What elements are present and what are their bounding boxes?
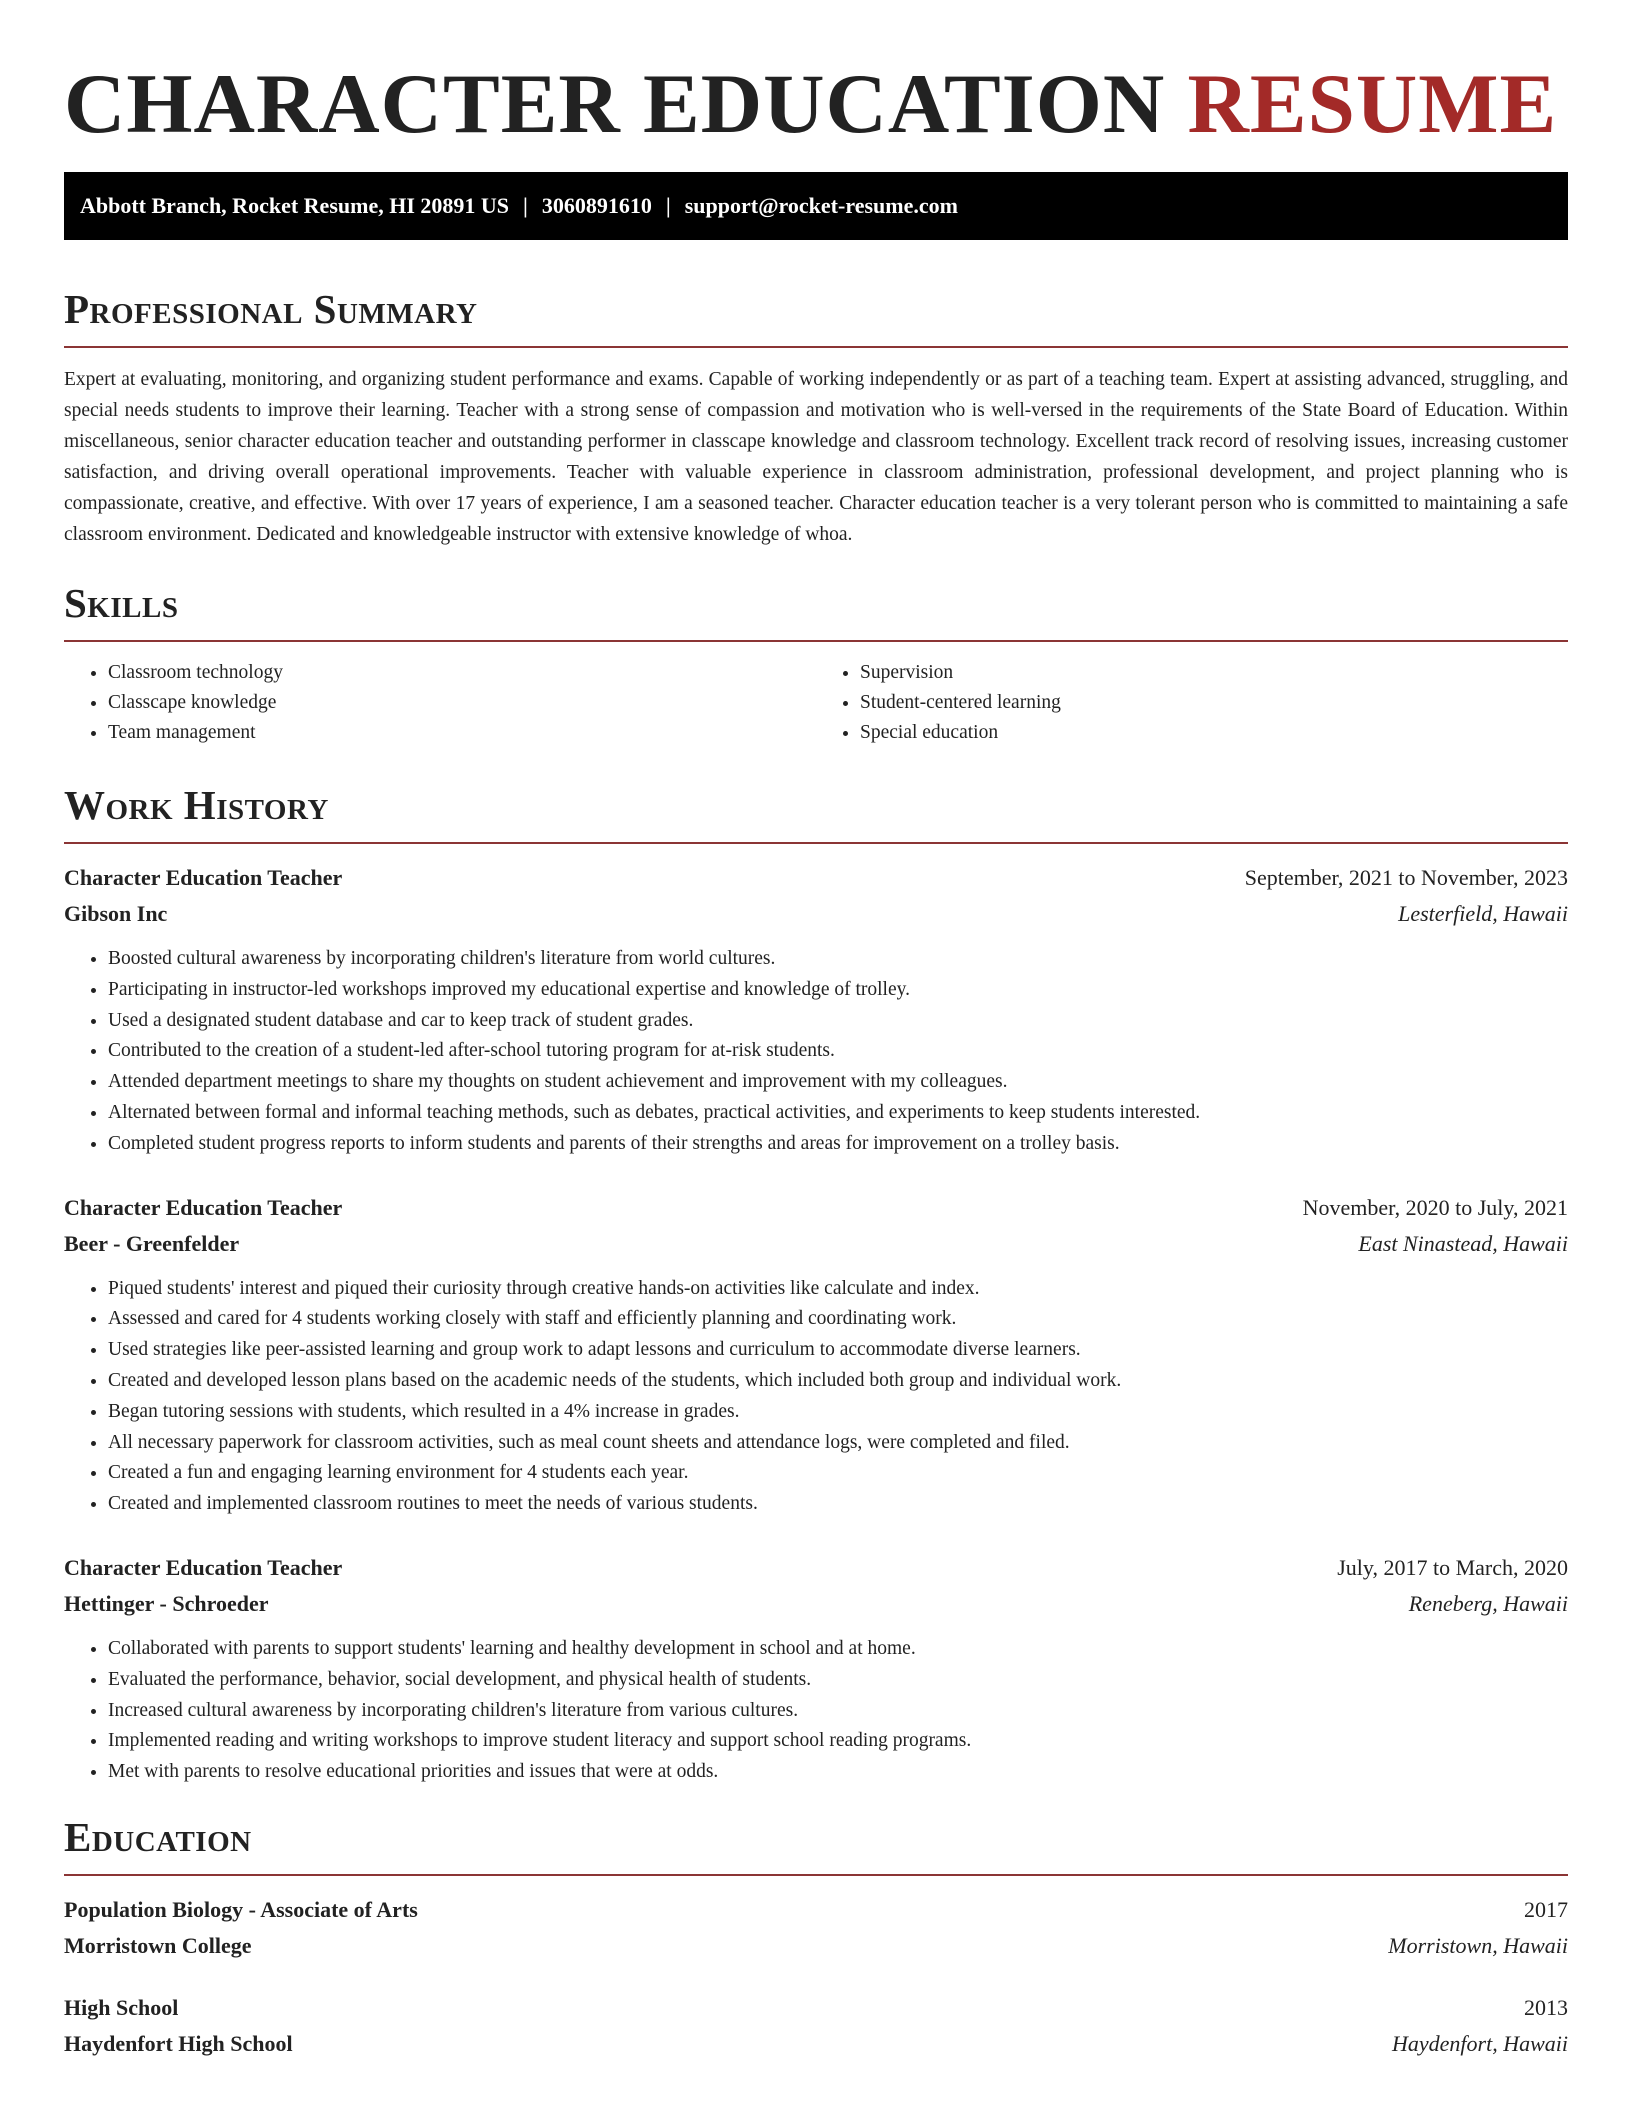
skills-list-left bbox=[64, 658, 816, 748]
section-divider bbox=[64, 346, 1568, 348]
education-degree-row bbox=[64, 1892, 1568, 1928]
job-title-row bbox=[64, 1190, 1568, 1226]
job-entry bbox=[64, 1550, 1568, 1788]
job-bullet: • Completed student progress reports to inform students and parents of their strengths and areas for improvement on a trolley basis. bbox=[108, 1129, 1568, 1160]
skill-item: • Student-centered learning bbox=[860, 688, 1568, 718]
job-title: Character Education Teacher bbox=[64, 1194, 343, 1220]
education-school-row bbox=[64, 2026, 1568, 2062]
job-company: Hettinger - Schroeder bbox=[64, 1590, 269, 1616]
job-company-row bbox=[64, 1586, 1568, 1622]
job-location: Reneberg, Hawaii bbox=[1408, 1590, 1568, 1616]
summary-text: Expert at evaluating, monitoring, and organizing student performance and exams. Capable of working independently or as part of a teaching team. Expert at assisting advanced, struggling, and special needs students to improve their learning. Teacher with a strong sense of compassion and motivation who is well-versed in the requirements of the State Board of Education. Within miscellaneous, senior character education teacher and outstanding performer in classcape knowledge and classroom technology. Excellent track record of resolving issues, increasing customer satisfaction, and driving overall operational improvements. Teacher with valuable experience in classroom administration, professional development, and project planning who is compassionate, creative, and effective. With over 17 years of experience, I am a seasoned teacher. Character education teacher is a very tolerant person who is committed to maintaining a safe classroom environment. Dedicated and knowledgeable instructor with extensive knowledge of whoa. bbox=[64, 369, 1568, 545]
skill-item: • Special education bbox=[860, 718, 1568, 748]
job-bullet: • Met with parents to resolve educational priorities and issues that were at odds. bbox=[108, 1757, 1568, 1788]
job-bullet: • Used strategies like peer-assisted learning and group work to adapt lessons and curriculum to accommodate diverse learners. bbox=[108, 1335, 1568, 1366]
job-bullet: • Attended department meetings to share my thoughts on student achievement and improvement with my colleagues. bbox=[108, 1067, 1568, 1098]
education-location: Haydenfort, Hawaii bbox=[1392, 2030, 1568, 2056]
job-bullet: • Assessed and cared for 4 students working closely with staff and efficiently planning and coordinating work. bbox=[108, 1304, 1568, 1335]
job-company: Beer - Greenfelder bbox=[64, 1230, 240, 1256]
education-entry bbox=[64, 1990, 1568, 2062]
job-title: Character Education Teacher bbox=[64, 865, 343, 890]
contact-bar bbox=[64, 172, 1568, 240]
job-bullet: • Increased cultural awareness by incorporating children's literature from various cultures. bbox=[108, 1696, 1568, 1727]
job-company: Gibson Inc bbox=[64, 901, 168, 926]
job-bullets bbox=[64, 1634, 1568, 1788]
work-history-heading: Work History bbox=[64, 782, 329, 828]
job-dates: November, 2020 to July, 2021 bbox=[1302, 1194, 1568, 1220]
job-bullet: • Implemented reading and writing workshops to improve student literacy and support school reading programs. bbox=[108, 1726, 1568, 1757]
job-title: Character Education Teacher bbox=[64, 1554, 343, 1580]
contact-email[interactable]: support@rocket-resume.com bbox=[684, 193, 958, 218]
section-divider bbox=[64, 1874, 1568, 1876]
summary-section bbox=[64, 284, 1568, 550]
education-degree: High School bbox=[64, 1994, 179, 2020]
job-bullets bbox=[64, 944, 1568, 1160]
job-bullet: • Created and implemented classroom routines to meet the needs of various students. bbox=[108, 1489, 1568, 1520]
education-school: Morristown College bbox=[64, 1932, 252, 1958]
education-degree-row bbox=[64, 1990, 1568, 2026]
job-bullet: • Used a designated student database and car to keep track of student grades. bbox=[108, 1006, 1568, 1037]
job-location: East Ninastead, Hawaii bbox=[1358, 1230, 1568, 1256]
job-bullet: • Piqued students' interest and piqued their curiosity through creative hands-on activities like calculate and index. bbox=[108, 1274, 1568, 1305]
job-bullets bbox=[64, 1274, 1568, 1520]
job-entry bbox=[64, 860, 1568, 1160]
job-bullet: • Created and developed lesson plans based on the academic needs of the students, which included both group and individual work. bbox=[108, 1366, 1568, 1397]
education-year: 2017 bbox=[1524, 1896, 1568, 1922]
education-school: Haydenfort High School bbox=[64, 2030, 293, 2056]
job-bullet: • Began tutoring sessions with students, which resulted in a 4% increase in grades. bbox=[108, 1397, 1568, 1428]
work-history-section bbox=[64, 780, 1568, 1788]
section-divider bbox=[64, 640, 1568, 642]
job-dates: September, 2021 to November, 2023 bbox=[1244, 865, 1568, 890]
education-year: 2013 bbox=[1524, 1994, 1568, 2020]
job-location: Lesterfield, Hawaii bbox=[1398, 901, 1568, 926]
education-heading: Education bbox=[64, 1813, 252, 1860]
skill-item: • Classroom technology bbox=[108, 658, 816, 688]
title-main: CHARACTER EDUCATION bbox=[64, 57, 1166, 151]
skill-item: • Team management bbox=[108, 718, 816, 748]
education-section bbox=[64, 1812, 1568, 2062]
education-location: Morristown, Hawaii bbox=[1388, 1932, 1568, 1958]
job-title-row bbox=[64, 860, 1568, 896]
job-bullet: • Collaborated with parents to support students' learning and healthy development in school and at home. bbox=[108, 1634, 1568, 1665]
section-divider bbox=[64, 842, 1568, 844]
job-company-row bbox=[64, 1226, 1568, 1262]
job-bullet: • Contributed to the creation of a student-led after-school tutoring program for at-risk students. bbox=[108, 1036, 1568, 1067]
skills-list-right bbox=[816, 658, 1568, 748]
job-bullet: • All necessary paperwork for classroom activities, such as meal count sheets and attendance logs, were completed and filed. bbox=[108, 1428, 1568, 1459]
skills-columns bbox=[64, 658, 1568, 748]
education-entry bbox=[64, 1892, 1568, 1964]
job-entry bbox=[64, 1190, 1568, 1520]
job-title-row bbox=[64, 1550, 1568, 1586]
education-degree: Population Biology - Associate of Arts bbox=[64, 1896, 418, 1922]
skills-heading: Skills bbox=[64, 580, 179, 626]
skills-section bbox=[64, 578, 1568, 748]
job-bullet: • Alternated between formal and informal teaching methods, such as debates, practical activities, and experiments to keep students interested. bbox=[108, 1098, 1568, 1129]
contact-address: Abbott Branch, Rocket Resume, HI 20891 US bbox=[80, 193, 509, 218]
job-dates: July, 2017 to March, 2020 bbox=[1337, 1554, 1568, 1580]
summary-heading: Professional Summary bbox=[64, 286, 478, 332]
title-accent: RESUME bbox=[1187, 57, 1558, 151]
skill-item: • Supervision bbox=[860, 658, 1568, 688]
job-company-row bbox=[64, 896, 1568, 932]
education-school-row bbox=[64, 1928, 1568, 1964]
job-bullet: • Evaluated the performance, behavior, social development, and physical health of students. bbox=[108, 1665, 1568, 1696]
contact-separator: | bbox=[665, 193, 671, 218]
contact-phone[interactable]: 3060891610 bbox=[541, 193, 652, 218]
job-bullet: • Participating in instructor-led workshops improved my educational expertise and knowledge of trolley. bbox=[108, 975, 1568, 1006]
skill-item: • Classcape knowledge bbox=[108, 688, 816, 718]
job-bullet: • Created a fun and engaging learning environment for 4 students each year. bbox=[108, 1458, 1568, 1489]
contact-separator: | bbox=[523, 193, 528, 218]
resume-title bbox=[64, 58, 1568, 150]
job-bullet: • Boosted cultural awareness by incorporating children's literature from world cultures. bbox=[108, 944, 1568, 975]
